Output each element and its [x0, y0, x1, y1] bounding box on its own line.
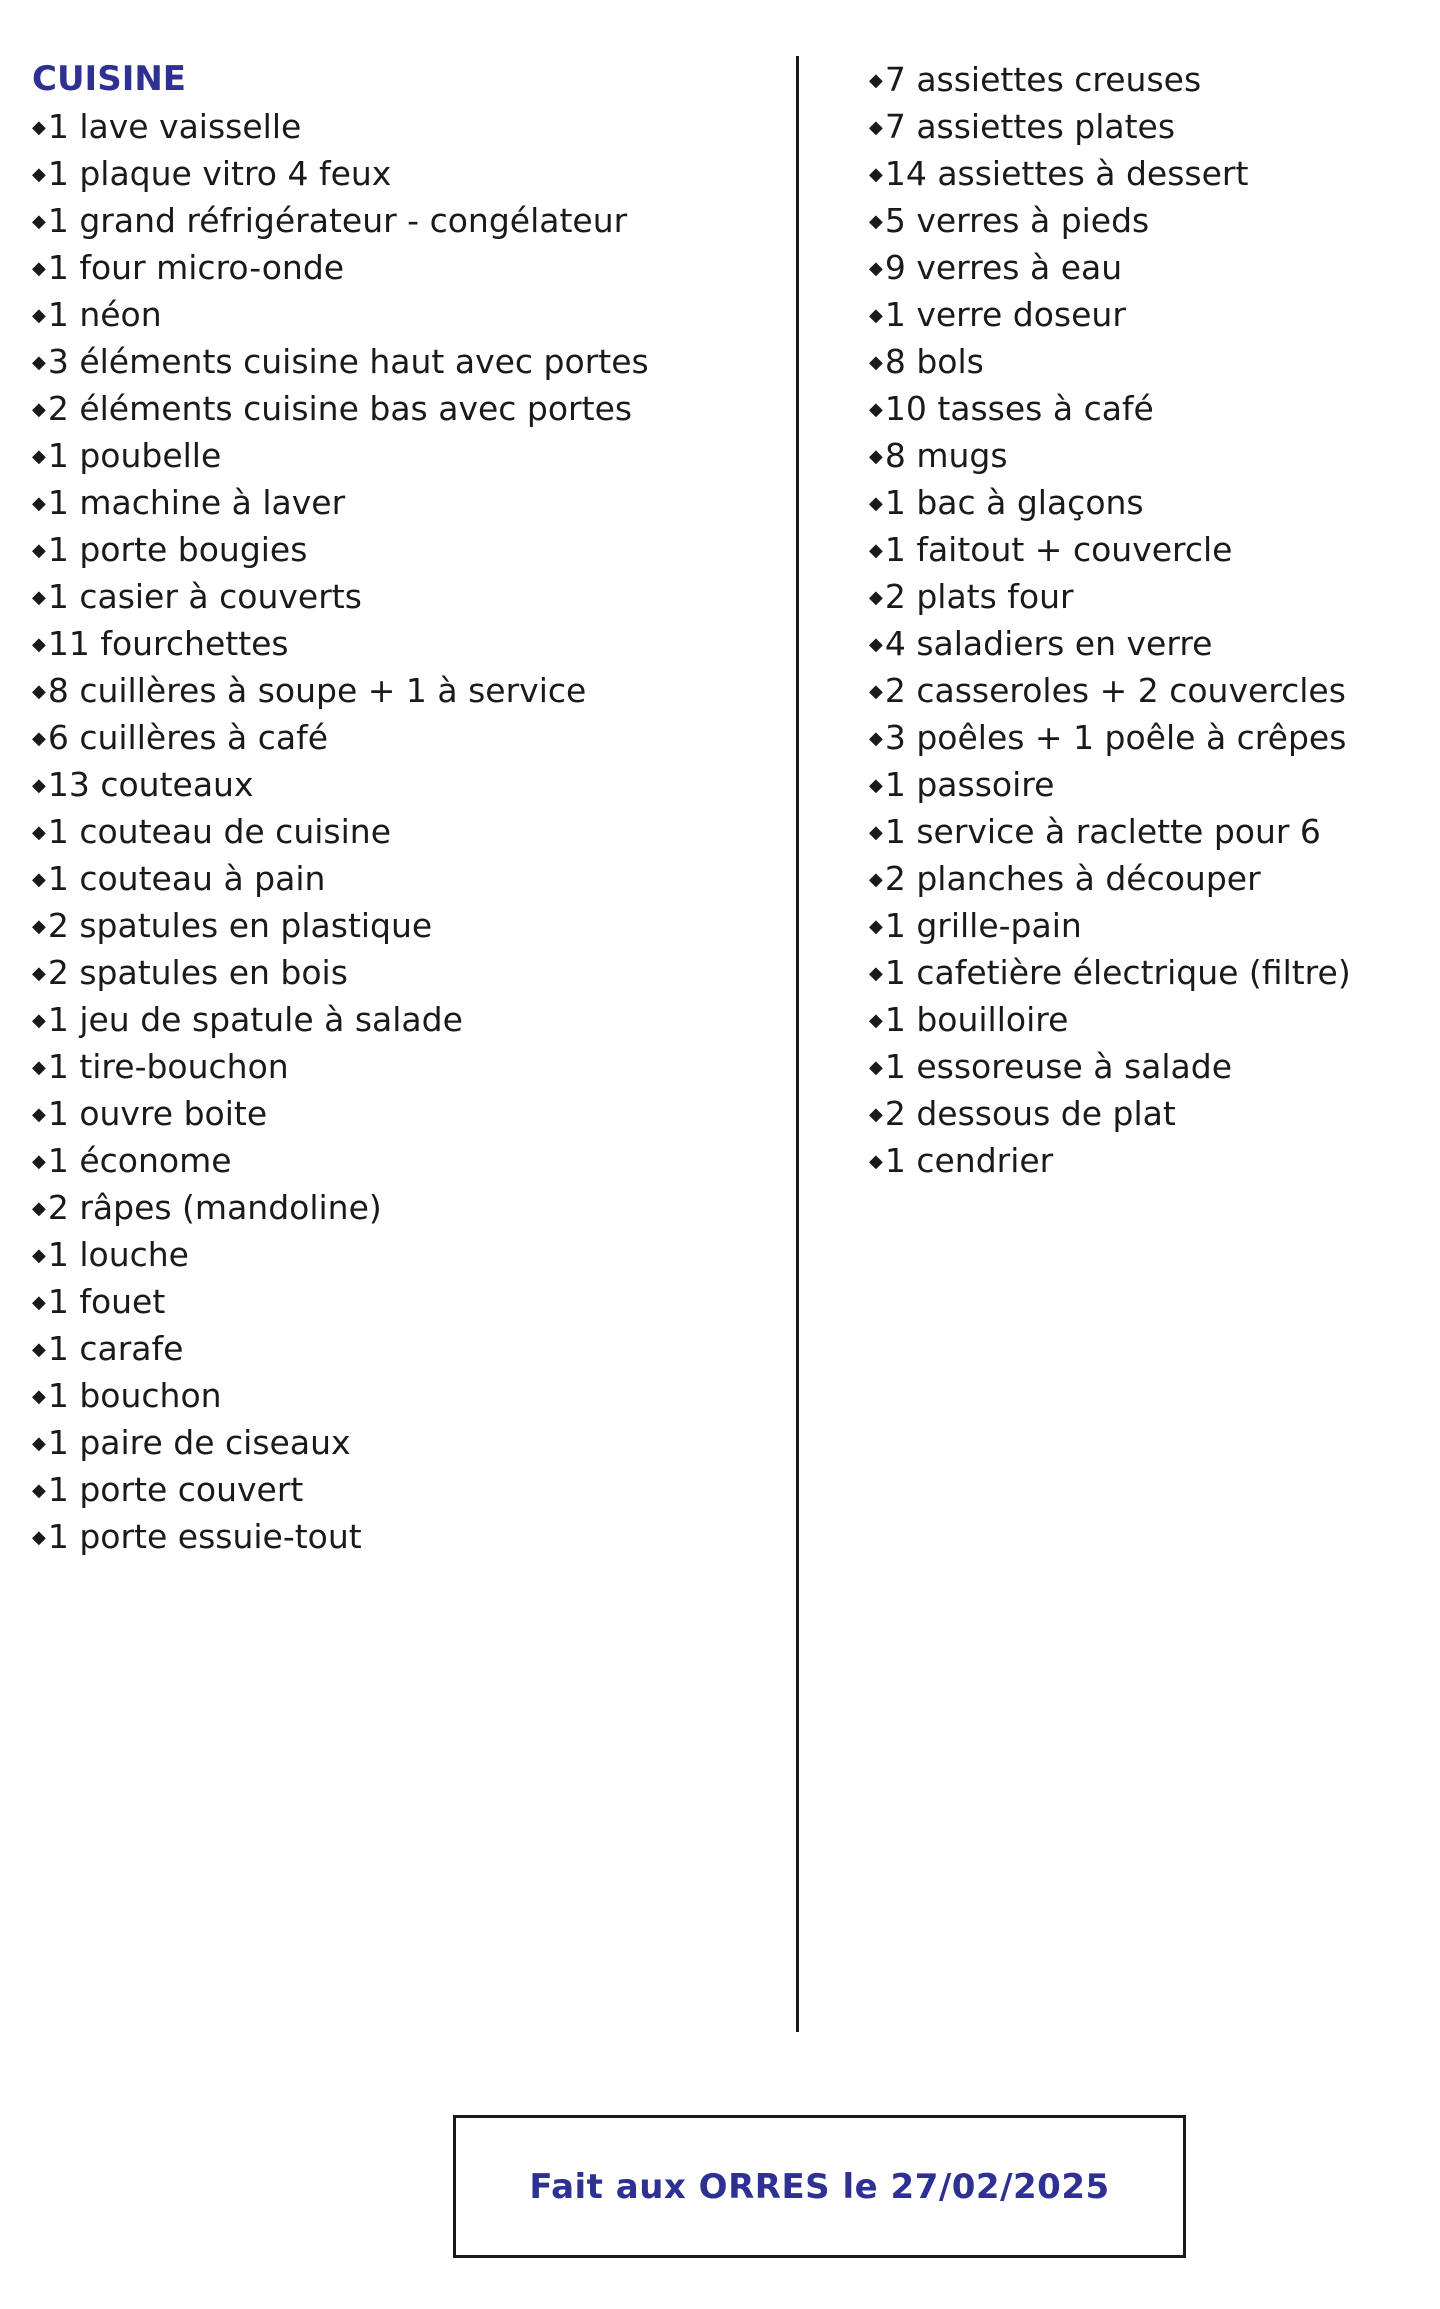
diamond-bullet-icon: ◆ — [32, 775, 46, 796]
list-item-label: 8 cuillères à soupe + 1 à service — [47, 671, 587, 710]
section-title: CUISINE — [32, 59, 187, 99]
diamond-bullet-icon: ◆ — [32, 869, 46, 890]
diamond-bullet-icon: ◆ — [32, 258, 46, 279]
list-item — [32, 1231, 772, 1278]
list-item — [869, 1043, 1429, 1090]
list-item — [869, 996, 1429, 1043]
list-item-label: 7 assiettes plates — [884, 107, 1176, 146]
list-item — [32, 949, 772, 996]
list-item — [869, 902, 1429, 949]
diamond-bullet-icon: ◆ — [32, 916, 46, 937]
list-item — [869, 573, 1429, 620]
list-item-label: 1 porte bougies — [47, 530, 308, 569]
diamond-bullet-icon: ◆ — [869, 963, 883, 984]
footer-box — [453, 2115, 1186, 2258]
list-item-label: 3 poêles + 1 poêle à crêpes — [884, 718, 1347, 757]
diamond-bullet-icon: ◆ — [869, 446, 883, 467]
list-item-label: 2 spatules en plastique — [47, 906, 433, 945]
list-item — [869, 761, 1429, 808]
list-item-label: 1 porte couvert — [47, 1470, 304, 1509]
diamond-bullet-icon: ◆ — [32, 1433, 46, 1454]
list-item-label: 1 machine à laver — [47, 483, 346, 522]
diamond-bullet-icon: ◆ — [32, 1245, 46, 1266]
diamond-bullet-icon: ◆ — [869, 775, 883, 796]
diamond-bullet-icon: ◆ — [32, 1527, 46, 1548]
list-item — [32, 338, 772, 385]
diamond-bullet-icon: ◆ — [32, 1386, 46, 1407]
list-item — [32, 385, 772, 432]
list-item-label: 1 essoreuse à salade — [884, 1047, 1233, 1086]
footer-text: Fait aux ORRES le 27/02/2025 — [529, 2166, 1110, 2207]
column-divider — [796, 56, 799, 2032]
left-inventory-list — [32, 103, 772, 1560]
list-item — [869, 338, 1429, 385]
list-item-label: 1 plaque vitro 4 feux — [47, 154, 392, 193]
list-item-label: 1 fouet — [47, 1282, 166, 1321]
list-item-label: 11 fourchettes — [47, 624, 289, 663]
diamond-bullet-icon: ◆ — [869, 117, 883, 138]
list-item — [869, 620, 1429, 667]
diamond-bullet-icon: ◆ — [32, 117, 46, 138]
list-item-label: 1 louche — [47, 1235, 189, 1274]
list-item-label: 1 grille-pain — [884, 906, 1082, 945]
diamond-bullet-icon: ◆ — [869, 70, 883, 91]
diamond-bullet-icon: ◆ — [869, 493, 883, 514]
diamond-bullet-icon: ◆ — [869, 399, 883, 420]
list-item — [869, 197, 1429, 244]
list-item-label: 1 service à raclette pour 6 — [884, 812, 1321, 851]
list-item — [32, 1419, 772, 1466]
list-item — [32, 1325, 772, 1372]
list-item — [32, 761, 772, 808]
diamond-bullet-icon: ◆ — [32, 1104, 46, 1125]
list-item — [869, 479, 1429, 526]
list-item — [869, 150, 1429, 197]
list-item-label: 1 jeu de spatule à salade — [47, 1000, 463, 1039]
list-item — [32, 620, 772, 667]
list-item — [869, 244, 1429, 291]
list-item — [869, 385, 1429, 432]
list-item — [32, 432, 772, 479]
list-item — [32, 1184, 772, 1231]
list-item — [869, 526, 1429, 573]
list-item — [869, 103, 1429, 150]
list-item-label: 1 verre doseur — [884, 295, 1126, 334]
list-item-label: 6 cuillères à café — [47, 718, 329, 757]
list-item-label: 2 spatules en bois — [47, 953, 348, 992]
diamond-bullet-icon: ◆ — [32, 587, 46, 608]
diamond-bullet-icon: ◆ — [869, 822, 883, 843]
list-item — [869, 855, 1429, 902]
diamond-bullet-icon: ◆ — [869, 681, 883, 702]
list-item — [32, 1466, 772, 1513]
list-item — [869, 1137, 1429, 1184]
list-item-label: 2 éléments cuisine bas avec portes — [47, 389, 633, 428]
list-item-label: 1 poubelle — [47, 436, 222, 475]
list-item-label: 1 cendrier — [884, 1141, 1054, 1180]
list-item — [869, 808, 1429, 855]
diamond-bullet-icon: ◆ — [869, 540, 883, 561]
list-item-label: 1 tire-bouchon — [47, 1047, 289, 1086]
diamond-bullet-icon: ◆ — [869, 211, 883, 232]
list-item — [32, 1278, 772, 1325]
diamond-bullet-icon: ◆ — [869, 352, 883, 373]
list-item — [869, 949, 1429, 996]
list-item-label: 1 faitout + couvercle — [884, 530, 1233, 569]
list-item — [32, 1513, 772, 1560]
list-item — [32, 479, 772, 526]
diamond-bullet-icon: ◆ — [869, 1010, 883, 1031]
diamond-bullet-icon: ◆ — [869, 305, 883, 326]
list-item-label: 1 couteau de cuisine — [47, 812, 391, 851]
list-item-label: 9 verres à eau — [884, 248, 1123, 287]
right-inventory-list — [869, 56, 1429, 1184]
diamond-bullet-icon: ◆ — [869, 1151, 883, 1172]
diamond-bullet-icon: ◆ — [32, 728, 46, 749]
list-item-label: 2 plats four — [884, 577, 1074, 616]
list-item-label: 2 planches à découper — [884, 859, 1261, 898]
diamond-bullet-icon: ◆ — [32, 1480, 46, 1501]
list-item-label: 1 couteau à pain — [47, 859, 326, 898]
list-item — [32, 855, 772, 902]
list-item-label: 1 four micro-onde — [47, 248, 345, 287]
list-item — [32, 667, 772, 714]
list-item-label: 2 casseroles + 2 couvercles — [884, 671, 1346, 710]
diamond-bullet-icon: ◆ — [869, 258, 883, 279]
list-item-label: 13 couteaux — [47, 765, 254, 804]
list-item-label: 1 passoire — [884, 765, 1055, 804]
diamond-bullet-icon: ◆ — [32, 352, 46, 373]
list-item — [32, 1372, 772, 1419]
diamond-bullet-icon: ◆ — [32, 446, 46, 467]
list-item-label: 8 bols — [884, 342, 984, 381]
list-item — [32, 1090, 772, 1137]
diamond-bullet-icon: ◆ — [869, 1057, 883, 1078]
list-item-label: 1 économe — [47, 1141, 232, 1180]
diamond-bullet-icon: ◆ — [869, 164, 883, 185]
list-item — [869, 667, 1429, 714]
list-item-label: 7 assiettes creuses — [884, 60, 1202, 99]
diamond-bullet-icon: ◆ — [32, 681, 46, 702]
diamond-bullet-icon: ◆ — [32, 1057, 46, 1078]
list-item — [32, 244, 772, 291]
diamond-bullet-icon: ◆ — [32, 1151, 46, 1172]
diamond-bullet-icon: ◆ — [32, 1339, 46, 1360]
list-item — [32, 150, 772, 197]
diamond-bullet-icon: ◆ — [32, 634, 46, 655]
diamond-bullet-icon: ◆ — [869, 916, 883, 937]
list-item — [32, 197, 772, 244]
list-item-label: 1 néon — [47, 295, 162, 334]
diamond-bullet-icon: ◆ — [32, 164, 46, 185]
diamond-bullet-icon: ◆ — [869, 587, 883, 608]
list-item — [32, 714, 772, 761]
list-item-label: 1 bac à glaçons — [884, 483, 1144, 522]
diamond-bullet-icon: ◆ — [32, 822, 46, 843]
list-item-label: 5 verres à pieds — [884, 201, 1150, 240]
list-item — [32, 291, 772, 338]
diamond-bullet-icon: ◆ — [32, 963, 46, 984]
diamond-bullet-icon: ◆ — [32, 540, 46, 561]
list-item — [869, 56, 1429, 103]
list-item — [32, 1137, 772, 1184]
diamond-bullet-icon: ◆ — [32, 211, 46, 232]
list-item-label: 1 casier à couverts — [47, 577, 362, 616]
list-item — [32, 902, 772, 949]
list-item-label: 1 porte essuie-tout — [47, 1517, 362, 1556]
list-item-label: 14 assiettes à dessert — [884, 154, 1249, 193]
list-item-label: 2 râpes (mandoline) — [47, 1188, 382, 1227]
list-item-label: 4 saladiers en verre — [884, 624, 1213, 663]
diamond-bullet-icon: ◆ — [32, 1010, 46, 1031]
diamond-bullet-icon: ◆ — [32, 1292, 46, 1313]
list-item-label: 1 paire de ciseaux — [47, 1423, 351, 1462]
diamond-bullet-icon: ◆ — [869, 728, 883, 749]
list-item-label: 8 mugs — [884, 436, 1008, 475]
list-item — [32, 103, 772, 150]
list-item — [32, 1043, 772, 1090]
list-item-label: 3 éléments cuisine haut avec portes — [47, 342, 649, 381]
diamond-bullet-icon: ◆ — [869, 869, 883, 890]
list-item-label: 1 bouchon — [47, 1376, 222, 1415]
diamond-bullet-icon: ◆ — [32, 305, 46, 326]
list-item — [32, 808, 772, 855]
list-item-label: 2 dessous de plat — [884, 1094, 1176, 1133]
list-item — [869, 714, 1429, 761]
list-item — [32, 573, 772, 620]
diamond-bullet-icon: ◆ — [32, 1198, 46, 1219]
list-item-label: 1 cafetière électrique (filtre) — [884, 953, 1351, 992]
list-item-label: 1 ouvre boite — [47, 1094, 268, 1133]
list-item-label: 1 lave vaisselle — [47, 107, 302, 146]
list-item-label: 1 grand réfrigérateur - congélateur — [47, 201, 628, 240]
diamond-bullet-icon: ◆ — [32, 399, 46, 420]
diamond-bullet-icon: ◆ — [869, 1104, 883, 1125]
list-item — [32, 526, 772, 573]
list-item-label: 1 carafe — [47, 1329, 184, 1368]
diamond-bullet-icon: ◆ — [869, 634, 883, 655]
list-item-label: 10 tasses à café — [884, 389, 1154, 428]
list-item — [32, 996, 772, 1043]
diamond-bullet-icon: ◆ — [32, 493, 46, 514]
list-item — [869, 291, 1429, 338]
list-item — [869, 1090, 1429, 1137]
list-item — [869, 432, 1429, 479]
list-item-label: 1 bouilloire — [884, 1000, 1069, 1039]
